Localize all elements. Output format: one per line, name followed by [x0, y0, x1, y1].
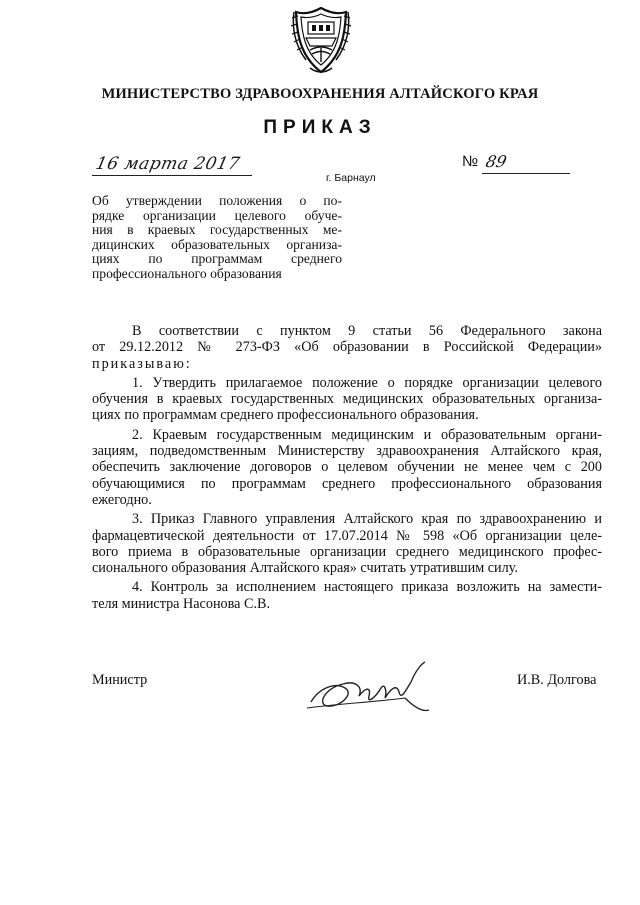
intro-line: приказываю: — [92, 355, 192, 372]
paragraph-3-line: вого приема в образовательные организации среднего медицинского профес- — [92, 543, 602, 560]
paragraph-3-line: 3. Приказ Главного управления Алтайского края по здравоохранению и — [132, 511, 602, 528]
order-date: 16 марта 2017 — [93, 154, 242, 174]
city-label: г. Барнаул — [326, 172, 376, 184]
paragraph-3-line: сионального образования Алтайского края» считать утратившим силу. — [92, 560, 518, 577]
ministry-name: МИНИСТЕРСТВО ЗДРАВООХРАНЕНИЯ АЛТАЙСКОГО КРАЯ — [101, 86, 539, 102]
paragraph-2-line: ежегодно. — [92, 491, 152, 508]
paragraph-2-line: зациям, подведомственным Министерству здравоохранения Алтайского края, — [92, 443, 602, 460]
signatory-name: И.В. Долгова — [517, 672, 597, 688]
paragraph-2-line: обеспечить заключение договоров о целевом обучении не менее чем с 200 — [92, 459, 602, 476]
order-subject — [92, 194, 342, 282]
number-label: № — [462, 153, 479, 170]
subject-line: дицинских образовательных организа- — [92, 236, 342, 252]
paragraph-1-line: 1. Утвердить прилагаемое положение о порядке организации целевого — [132, 374, 602, 391]
subject-line: рядке организации целевого обуче- — [92, 207, 342, 223]
order-body — [92, 323, 602, 612]
number-underline — [482, 173, 570, 174]
paragraph-4-line: 4. Контроль за исполнением настоящего приказа возложить на замести- — [132, 579, 602, 596]
paragraph-2-line: обучающимися по программам среднего профессионального образования — [92, 475, 602, 492]
intro-line: В соответствии с пунктом 9 статьи 56 Федерального закона — [132, 323, 602, 339]
intro-line: от 29.12.2012 № 273-ФЗ «Об образовании в Российской Федерации» — [92, 339, 602, 356]
paragraph-1-line: обучения в краевых государственных медицинских образовательных организа- — [92, 391, 602, 408]
date-underline — [92, 175, 252, 176]
handwritten-signature — [305, 658, 445, 718]
coat-of-arms-emblem — [290, 4, 352, 76]
subject-line: ния в краевых государственных ме- — [92, 222, 342, 238]
order-number: 89 — [483, 152, 509, 171]
subject-line: циях по программам среднего — [92, 251, 342, 267]
paragraph-3-line: фармацевтической деятельности от 17.07.2014 № 598 «Об организации целе- — [92, 527, 602, 544]
paragraph-2-line: 2. Краевым государственным медицинским и образовательным органи- — [132, 426, 602, 443]
paragraph-1-line: циях по программам среднего профессионального образования. — [92, 407, 479, 424]
signatory-position: Министр — [92, 672, 148, 688]
subject-line: профессионального образования — [92, 265, 282, 281]
subject-line: Об утверждении положения о по- — [92, 193, 342, 208]
paragraph-4-line: теля министра Насонова С.В. — [92, 595, 271, 612]
document-type-title: ПРИКАЗ — [263, 117, 377, 138]
